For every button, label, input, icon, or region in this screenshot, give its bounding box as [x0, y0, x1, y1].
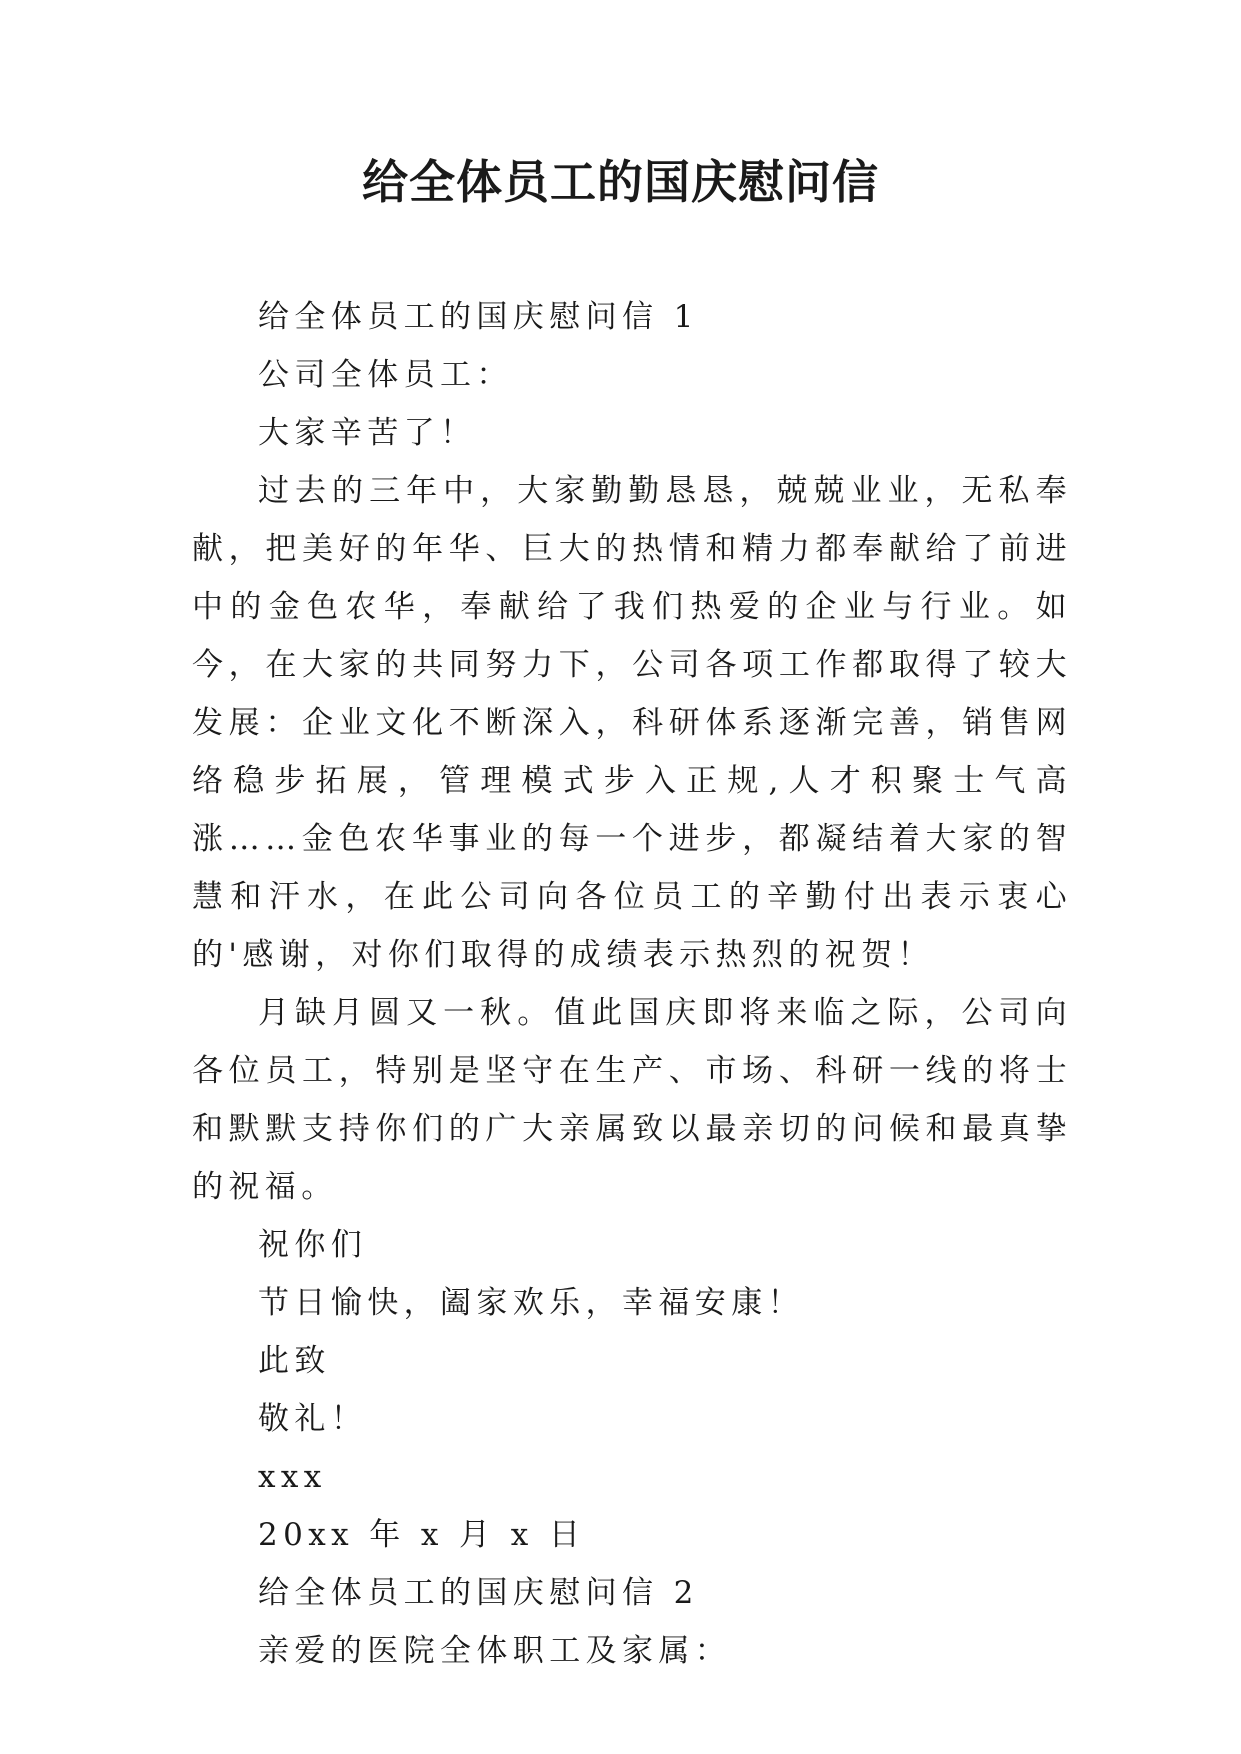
- closing: 此致: [258, 1343, 331, 1379]
- salutation: 亲爱的医院全体职工及家属：: [258, 1633, 732, 1669]
- date: 20xx 年 x 月 x 日: [258, 1517, 586, 1553]
- salutation: 公司全体员工：: [258, 357, 513, 393]
- greeting: 大家辛苦了！: [258, 415, 477, 451]
- letter-heading-2: 给全体员工的国庆慰问信 2: [258, 1575, 699, 1611]
- document-body: [192, 288, 1072, 1680]
- body-paragraph: 月缺月圆又一秋。值此国庆即将来临之际，公司向各位员工，特别是坚守在生产、市场、科研一线的将士和默默支持你们的广大亲属致以最亲切的问候和最真挚的祝福。: [192, 995, 1072, 1205]
- signature: xxx: [258, 1459, 327, 1495]
- closing-salute: 敬礼！: [258, 1401, 368, 1437]
- letter-heading-1: 给全体员工的国庆慰问信 1: [258, 299, 699, 335]
- document-title: 给全体员工的国庆慰问信: [362, 155, 879, 209]
- body-paragraph: 过去的三年中，大家勤勤恳恳，兢兢业业，无私奉献，把美好的年华、巨大的热情和精力都奉献给了前进中的金色农华，奉献给了我们热爱的企业与行业。如今，在大家的共同努力下，公司各项工作都取得了较大发展：企业文化不断深入，科研体系逐渐完善，销售网络稳步拓展，管理模式步入正规,人才积聚士气高涨……金色农华事业的每一个进步，都凝结着大家的智慧和汗水，在此公司向各位员工的辛勤付出表示衷心的'感谢，对你们取得的成绩表示热烈的祝贺！: [192, 473, 1072, 973]
- wish-intro: 祝你们: [258, 1227, 368, 1263]
- wish-text: 节日愉快，阖家欢乐，幸福安康！: [258, 1285, 804, 1321]
